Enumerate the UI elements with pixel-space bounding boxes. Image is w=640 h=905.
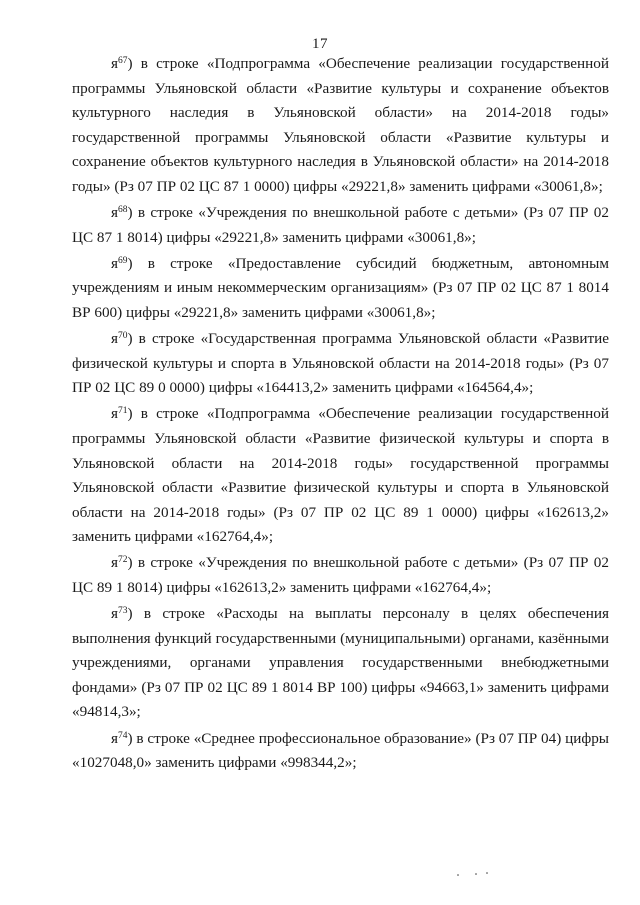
item-marker: я (111, 405, 118, 423)
item-number: 70 (118, 330, 128, 341)
item-number: 68 (118, 204, 128, 215)
item-number: 72 (118, 555, 128, 566)
item-marker: я (111, 729, 118, 747)
item-marker: я (111, 605, 118, 623)
amendment-item (72, 252, 609, 326)
item-marker: я (111, 55, 118, 72)
page-number: 17 (312, 36, 328, 52)
amendment-item (72, 327, 609, 401)
scan-specks (455, 870, 495, 880)
item-text: ) в строке «Среднее профессиональное образование» (Рз 07 ПР 04) цифры «1027048,0» заменить цифрами «998344,2»; (72, 729, 609, 772)
document-body (72, 52, 609, 777)
item-marker: я (111, 204, 118, 222)
item-number: 71 (118, 406, 128, 417)
item-number: 73 (118, 605, 128, 616)
item-marker: я (111, 330, 118, 348)
item-number: 69 (118, 255, 128, 266)
amendment-item (72, 551, 609, 600)
item-marker: я (111, 554, 118, 572)
item-text: ) в строке «Расходы на выплаты персоналу в целях обеспечения выполнения функций государственными (муниципальными) органами, казёнными учреждениями, органами управления государственными внебюджетными фондами» (Рз 07 ПР 02 ЦС 89 1 8014 ВР 100) цифры «94663,1» заменить цифрами «94814,3»; (72, 605, 609, 721)
item-marker: я (111, 254, 118, 272)
amendment-item (72, 727, 609, 776)
item-number: 67 (118, 55, 128, 66)
amendment-item (72, 402, 609, 550)
item-text: ) в строке «Подпрограмма «Обеспечение реализации государственной программы Ульяновской области «Развитие физической культуры и спорта в Ульяновской области на 2014-2018 годы» государственной программы Ульяновской области «Развитие физической культуры и спорта в Ульяновской области на 2014-2018 годы» (Рз 07 ПР 02 ЦС 89 1 0000) цифры «162613,2» заменить цифрами «162764,4»; (72, 405, 609, 546)
item-number: 74 (118, 730, 128, 741)
item-text: ) в строке «Государственная программа Ульяновской области «Развитие физической культуры и спорта в Ульяновской области на 2014-2018 годы» (Рз 07 ПР 02 ЦС 89 0 0000) цифры «164413,2» заменить цифрами «164564,4»; (72, 330, 609, 397)
amendment-item (72, 602, 609, 725)
item-text: ) в строке «Подпрограмма «Обеспечение реализации государственной программы Ульяновской области «Развитие культуры и сохранение объектов культурного наследия в Ульяновской области» на 2014-2018 годы» государственной программы Ульяновской области «Развитие культуры и сохранение объектов культурного наследия в Ульяновской области» на 2014-2018 годы» (Рз 07 ПР 02 ЦС 87 1 0000) цифры «29221,8» заменить цифрами «30061,8»; (72, 55, 609, 195)
amendment-item (72, 52, 609, 200)
item-text: ) в строке «Учреждения по внешкольной работе с детьми» (Рз 07 ПР 02 ЦС 87 1 8014) цифры «29221,8» заменить цифрами «30061,8»; (72, 204, 609, 246)
amendment-item (72, 201, 609, 250)
item-text: ) в строке «Учреждения по внешкольной работе с детьми» (Рз 07 ПР 02 ЦС 89 1 8014) цифры «162613,2» заменить цифрами «162764,4»; (72, 554, 609, 596)
item-text: ) в строке «Предоставление субсидий бюджетным, автономным учреждениям и иным некоммерческим организациям» (Рз 07 ПР 02 ЦС 87 1 8014 ВР 600) цифры «29221,8» заменить цифрами «30061,8»; (72, 254, 609, 321)
